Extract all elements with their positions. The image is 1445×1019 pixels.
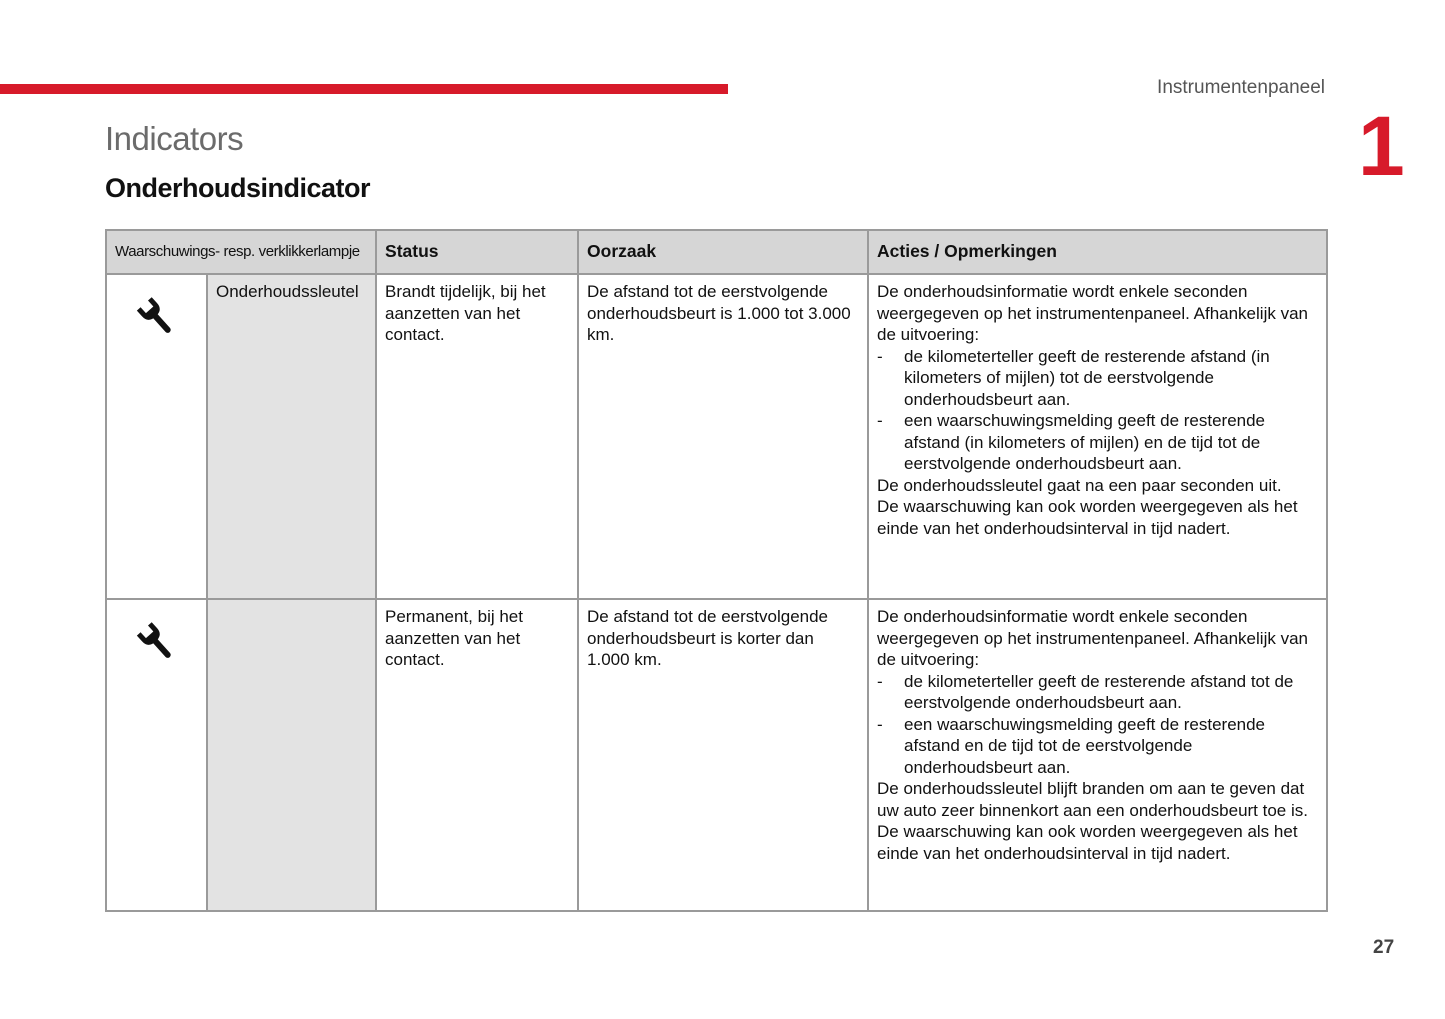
- table-row: [106, 599, 1327, 911]
- column-header-status: Status: [376, 230, 578, 274]
- chapter-number: 1: [1358, 99, 1403, 193]
- remarks-intro: De onderhoudsinformatie wordt enkele seconden weergegeven op het instrumentenpaneel. Afhankelijk van de uitvoering:: [877, 282, 1308, 344]
- remarks-cell: [868, 599, 1327, 911]
- section-subtitle: Onderhoudsindicator: [105, 173, 371, 203]
- remarks-list-item: - een waarschuwingsmelding geeft de resterende afstand (in kilometers of mijlen) en de tijd tot de eerstvolgende onderhoudsbeurt aan.: [877, 410, 1318, 475]
- column-header-cause: Oorzaak: [578, 230, 868, 274]
- remarks-note: De waarschuwing kan ook worden weergegeven als het einde van het onderhoudsinterval in tijd nadert.: [877, 497, 1298, 538]
- status-cell: Brandt tijdelijk, bij het aanzetten van het contact.: [376, 274, 578, 599]
- remarks-list: [877, 671, 1318, 779]
- remarks-note: De onderhoudssleutel gaat na een paar seconden uit.: [877, 475, 1282, 495]
- indicator-icon-cell: [106, 274, 207, 599]
- column-header-lamp: Waarschuwings- resp. verklikkerlampje: [106, 230, 376, 274]
- table-row: [106, 274, 1327, 599]
- remarks-note: De onderhoudssleutel blijft branden om aan te geven dat uw auto zeer binnenkort aan een onderhoudsbeurt toe is.: [877, 779, 1308, 820]
- section-header: Instrumentenpaneel: [1157, 77, 1325, 98]
- cause-cell: De afstand tot de eerstvolgende onderhoudsbeurt is korter dan 1.000 km.: [578, 599, 868, 911]
- page-title: Indicators: [105, 120, 244, 157]
- remarks-list-item: - een waarschuwingsmelding geeft de resterende afstand en de tijd tot de eerstvolgende onderhoudsbeurt aan.: [877, 714, 1318, 779]
- table-header-row: [106, 230, 1327, 274]
- remarks-cell: [868, 274, 1327, 599]
- indicator-name: [207, 599, 376, 911]
- remarks-list: [877, 346, 1318, 475]
- wrench-icon: [134, 620, 180, 666]
- wrench-icon: [134, 295, 180, 341]
- indicator-table: [105, 229, 1328, 912]
- cause-cell: De afstand tot de eerstvolgende onderhoudsbeurt is 1.000 tot 3.000 km.: [578, 274, 868, 599]
- indicator-icon-cell: [106, 599, 207, 911]
- remarks-list-item: - de kilometerteller geeft de resterende afstand tot de eerstvolgende onderhoudsbeurt aan.: [877, 671, 1318, 714]
- page-number: 27: [1373, 937, 1395, 958]
- remarks-note: De waarschuwing kan ook worden weergegeven als het einde van het onderhoudsinterval in tijd nadert.: [877, 822, 1298, 863]
- header-accent-bar: [0, 84, 728, 94]
- indicator-name: Onderhoudssleutel: [207, 274, 376, 599]
- remarks-list-item: - de kilometerteller geeft de resterende afstand (in kilometers of mijlen) tot de eerstvolgende onderhoudsbeurt aan.: [877, 346, 1318, 411]
- column-header-remarks: Acties / Opmerkingen: [868, 230, 1327, 274]
- remarks-intro: De onderhoudsinformatie wordt enkele seconden weergegeven op het instrumentenpaneel. Afhankelijk van de uitvoering:: [877, 607, 1308, 669]
- status-cell: Permanent, bij het aanzetten van het contact.: [376, 599, 578, 911]
